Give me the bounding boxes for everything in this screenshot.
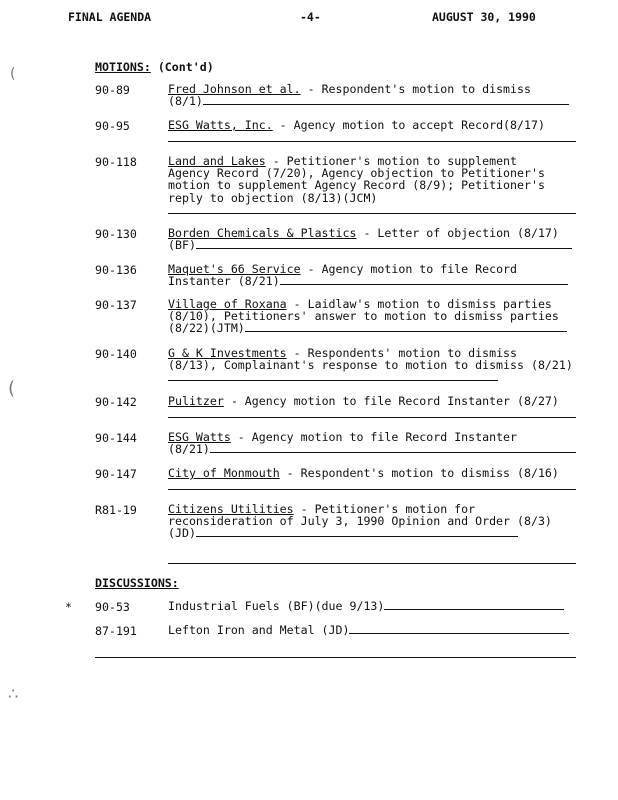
blank-line bbox=[384, 600, 564, 610]
blank-line bbox=[280, 275, 568, 285]
party-name: Village of Roxana bbox=[168, 297, 287, 311]
priority-star: * bbox=[65, 600, 72, 614]
docket-number: 90-130 bbox=[95, 227, 137, 241]
page-number: -4- bbox=[300, 10, 321, 24]
blank-line bbox=[196, 239, 572, 249]
item-text: Maquet's 66 Service - Agency motion to file Record Instanter (8/21) bbox=[168, 263, 578, 287]
docket-number: R81-19 bbox=[95, 503, 137, 517]
header-date: AUGUST 30, 1990 bbox=[432, 10, 536, 24]
blank-line bbox=[168, 371, 498, 381]
party-name: Citizens Utilities bbox=[168, 502, 294, 516]
party-name: Maquet's 66 Service bbox=[168, 262, 301, 276]
blank-line bbox=[168, 417, 576, 418]
party-name: ESG Watts bbox=[168, 430, 231, 444]
blank-line bbox=[245, 322, 567, 332]
party-name: Pulitzer bbox=[168, 394, 224, 408]
item-text: Land and Lakes - Petitioner's motion to supplement Agency Record (7/20), Agency objection to Petitioner's motion to supplement Agency Record (8/9); Petitioner's reply to objection (8/13)(JCM) bbox=[168, 154, 545, 205]
party-name: Land and Lakes bbox=[168, 154, 266, 168]
docket-number: 90-53 bbox=[95, 600, 130, 614]
item-text: Citizens Utilities - Petitioner's motion for reconsideration of July 3, 1990 Opinion and Order (8/3)(JD) bbox=[168, 502, 552, 541]
discussions-heading: DISCUSSIONS: bbox=[95, 576, 179, 590]
item-text: ESG Watts, Inc. - Agency motion to accept Record(8/17) bbox=[168, 118, 545, 132]
section-rule bbox=[95, 657, 576, 658]
docket-number: 90-144 bbox=[95, 431, 137, 445]
item-text: Lefton Iron and Metal (JD) bbox=[168, 624, 578, 636]
docket-number: 90-147 bbox=[95, 467, 137, 481]
margin-mark: ∴ bbox=[8, 684, 19, 703]
blank-line bbox=[168, 213, 576, 214]
item-text: Industrial Fuels (BF)(due 9/13) bbox=[168, 600, 578, 612]
docket-number: 90-89 bbox=[95, 83, 130, 97]
blank-line bbox=[168, 489, 576, 490]
party-name: G & K Investments bbox=[168, 346, 287, 360]
item-text: Village of Roxana - Laidlaw's motion to dismiss parties (8/10), Petitioners' answer to motion to dismiss parties (8/22)(JTM) bbox=[168, 298, 578, 335]
party-name: Fred Johnson et al. bbox=[168, 82, 301, 96]
blank-line bbox=[203, 95, 569, 105]
blank-line bbox=[349, 624, 569, 634]
motions-heading: MOTIONS: (Cont'd) bbox=[95, 60, 214, 74]
item-text: ESG Watts - Agency motion to file Record Instanter (8/21) bbox=[168, 431, 578, 455]
party-name: ESG Watts, Inc. bbox=[168, 118, 273, 132]
party-name: Borden Chemicals & Plastics bbox=[168, 226, 357, 240]
docket-number: 90-137 bbox=[95, 298, 137, 312]
blank-line bbox=[168, 141, 576, 142]
docket-number: 90-136 bbox=[95, 263, 137, 277]
item-text: Borden Chemicals & Plastics - Letter of objection (8/17) (BF) bbox=[168, 227, 578, 251]
docket-number: 90-140 bbox=[95, 347, 137, 361]
docket-number: 87-191 bbox=[95, 624, 137, 638]
blank-line bbox=[196, 527, 518, 537]
blank-line bbox=[210, 443, 576, 453]
blank-line bbox=[168, 563, 576, 564]
item-text: G & K Investments - Respondents' motion to dismiss (8/13), Complainant's response to motion to dismiss (8/21) bbox=[168, 347, 578, 384]
item-text: Fred Johnson et al. - Respondent's motion to dismiss (8/1) bbox=[168, 83, 578, 107]
party-name: City of Monmouth bbox=[168, 466, 280, 480]
item-text: Pulitzer - Agency motion to file Record Instanter (8/27) bbox=[168, 394, 559, 408]
margin-mark: ( bbox=[10, 66, 16, 82]
item-text: City of Monmouth - Respondent's motion to dismiss (8/16) bbox=[168, 466, 559, 480]
docket-number: 90-95 bbox=[95, 119, 130, 133]
header-title: FINAL AGENDA bbox=[68, 10, 152, 24]
docket-number: 90-142 bbox=[95, 395, 137, 409]
margin-mark: ( bbox=[8, 378, 16, 399]
docket-number: 90-118 bbox=[95, 155, 137, 169]
